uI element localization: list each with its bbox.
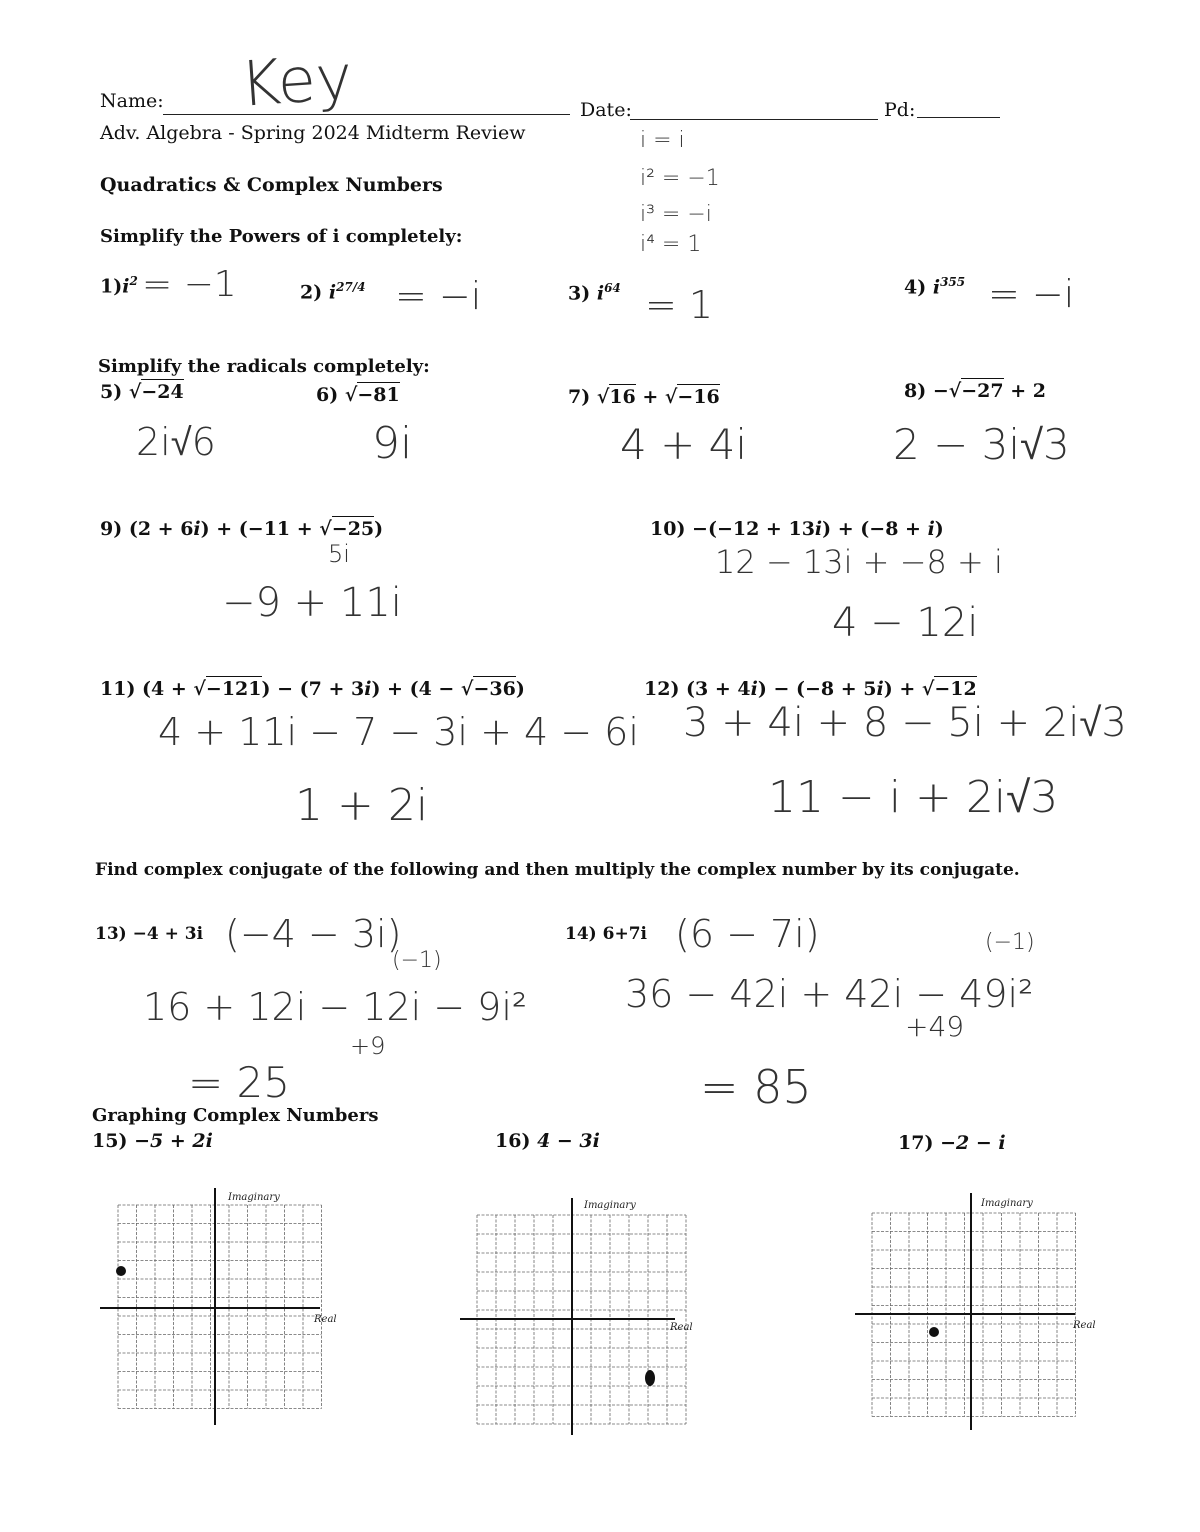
conj-14: (6 − 7i) bbox=[675, 912, 820, 956]
graph-16 bbox=[460, 1195, 710, 1440]
answer-12: 11 − i + 2i√3 bbox=[768, 772, 1059, 823]
answer-7: 4 + 4i bbox=[620, 420, 748, 469]
work-14: 36 − 42i + 42i − 49i² bbox=[625, 972, 1034, 1016]
section-conjugate: Find complex conjugate of the following and then multiply the complex number by its conjugate. bbox=[95, 860, 1020, 880]
problem-16: 16) 4 − 3i bbox=[495, 1130, 600, 1152]
name-value: Key bbox=[237, 40, 355, 121]
note-14: (−1) bbox=[985, 930, 1035, 955]
problem-12: 12) (3 + 4i) − (−8 + 5i) + √−12 bbox=[644, 678, 977, 700]
work-11: 4 + 11i − 7 − 3i + 4 − 6i bbox=[158, 710, 639, 754]
pd-label: Pd: bbox=[884, 99, 916, 121]
problem-5: 5) √−24 bbox=[100, 381, 184, 403]
conj-13: (−4 − 3i) bbox=[225, 912, 402, 956]
answer-8: 2 − 3i√3 bbox=[893, 420, 1070, 469]
name-line bbox=[163, 114, 570, 115]
note-i1: i = i bbox=[640, 128, 685, 153]
section-quadratics: Quadratics & Complex Numbers bbox=[100, 174, 443, 196]
point-16 bbox=[645, 1370, 655, 1386]
problem-1: $1)i^2$ bbox=[100, 274, 138, 298]
problem-14: 14) 6+7i bbox=[565, 924, 647, 944]
point-15 bbox=[116, 1266, 126, 1276]
point-17 bbox=[929, 1327, 939, 1337]
note-9: 5i bbox=[328, 540, 350, 568]
answer-4: = −i bbox=[988, 272, 1075, 316]
problem-15: 15) −5 + 2i bbox=[92, 1130, 213, 1152]
answer-1: = −1 bbox=[142, 264, 237, 305]
problem-8: 8) −√−27 + 2 bbox=[904, 380, 1046, 402]
pd-line bbox=[917, 117, 1000, 118]
note-i3: i³ = −i bbox=[640, 202, 712, 227]
imag-label-15: Imaginary bbox=[228, 1192, 280, 1203]
answer-10: 4 − 12i bbox=[832, 600, 979, 646]
problem-2: 2) $i^{27/4}$ bbox=[300, 280, 366, 304]
answer-2: = −i bbox=[395, 274, 482, 318]
section-graphing: Graphing Complex Numbers bbox=[92, 1105, 379, 1126]
problem-9: 9) (2 + 6i) + (−11 + √−25) bbox=[100, 518, 384, 540]
section-radicals: Simplify the radicals completely: bbox=[98, 356, 430, 377]
graph-17 bbox=[855, 1190, 1105, 1435]
problem-10: 10) −(−12 + 13i) + (−8 + i) bbox=[650, 518, 944, 540]
problem-17: 17) −2 − i bbox=[898, 1132, 1006, 1154]
imag-label-16: Imaginary bbox=[584, 1200, 636, 1211]
note-13: (−1) bbox=[392, 948, 442, 973]
work-12: 3 + 4i + 8 − 5i + 2i√3 bbox=[683, 700, 1127, 746]
date-label: Date: bbox=[580, 99, 632, 121]
grid-15 bbox=[118, 1205, 322, 1409]
problem-11: 11) (4 + √−121) − (7 + 3i) + (4 − √−36) bbox=[100, 678, 525, 700]
section-powers: Simplify the Powers of i completely: bbox=[100, 226, 463, 247]
problem-4: 4) $i^{355}$ bbox=[904, 275, 966, 299]
imag-label-17: Imaginary bbox=[981, 1198, 1033, 1209]
real-label-16: Real bbox=[670, 1322, 693, 1333]
graph-15 bbox=[100, 1185, 350, 1430]
real-label-17: Real bbox=[1073, 1320, 1096, 1331]
course-title: Adv. Algebra - Spring 2024 Midterm Review bbox=[100, 122, 526, 144]
work-13: 16 + 12i − 12i − 9i² bbox=[143, 985, 528, 1029]
name-label: Name: bbox=[100, 90, 164, 112]
problem-6: 6) √−81 bbox=[316, 384, 400, 406]
note-i4: i⁴ = 1 bbox=[640, 232, 702, 257]
answer-9: −9 + 11i bbox=[222, 580, 402, 626]
answer-3: = 1 bbox=[645, 283, 714, 327]
answer-14: = 85 bbox=[700, 1060, 812, 1114]
answer-13: = 25 bbox=[188, 1058, 290, 1107]
real-label-15: Real bbox=[314, 1314, 337, 1325]
problem-13: 13) −4 + 3i bbox=[95, 924, 204, 944]
answer-6: 9i bbox=[372, 418, 413, 469]
problem-3: 3) $i^{64}$ bbox=[568, 281, 621, 305]
problem-7: 7) √16 + √−16 bbox=[568, 386, 720, 408]
work2-14: +49 bbox=[905, 1010, 965, 1043]
answer-5: 2i√6 bbox=[136, 420, 216, 464]
answer-11: 1 + 2i bbox=[295, 780, 429, 831]
note-i2: i² = −1 bbox=[640, 166, 720, 191]
work-10: 12 − 13i + −8 + i bbox=[715, 543, 1003, 581]
work2-13: +9 bbox=[350, 1032, 386, 1060]
date-line bbox=[630, 119, 878, 120]
